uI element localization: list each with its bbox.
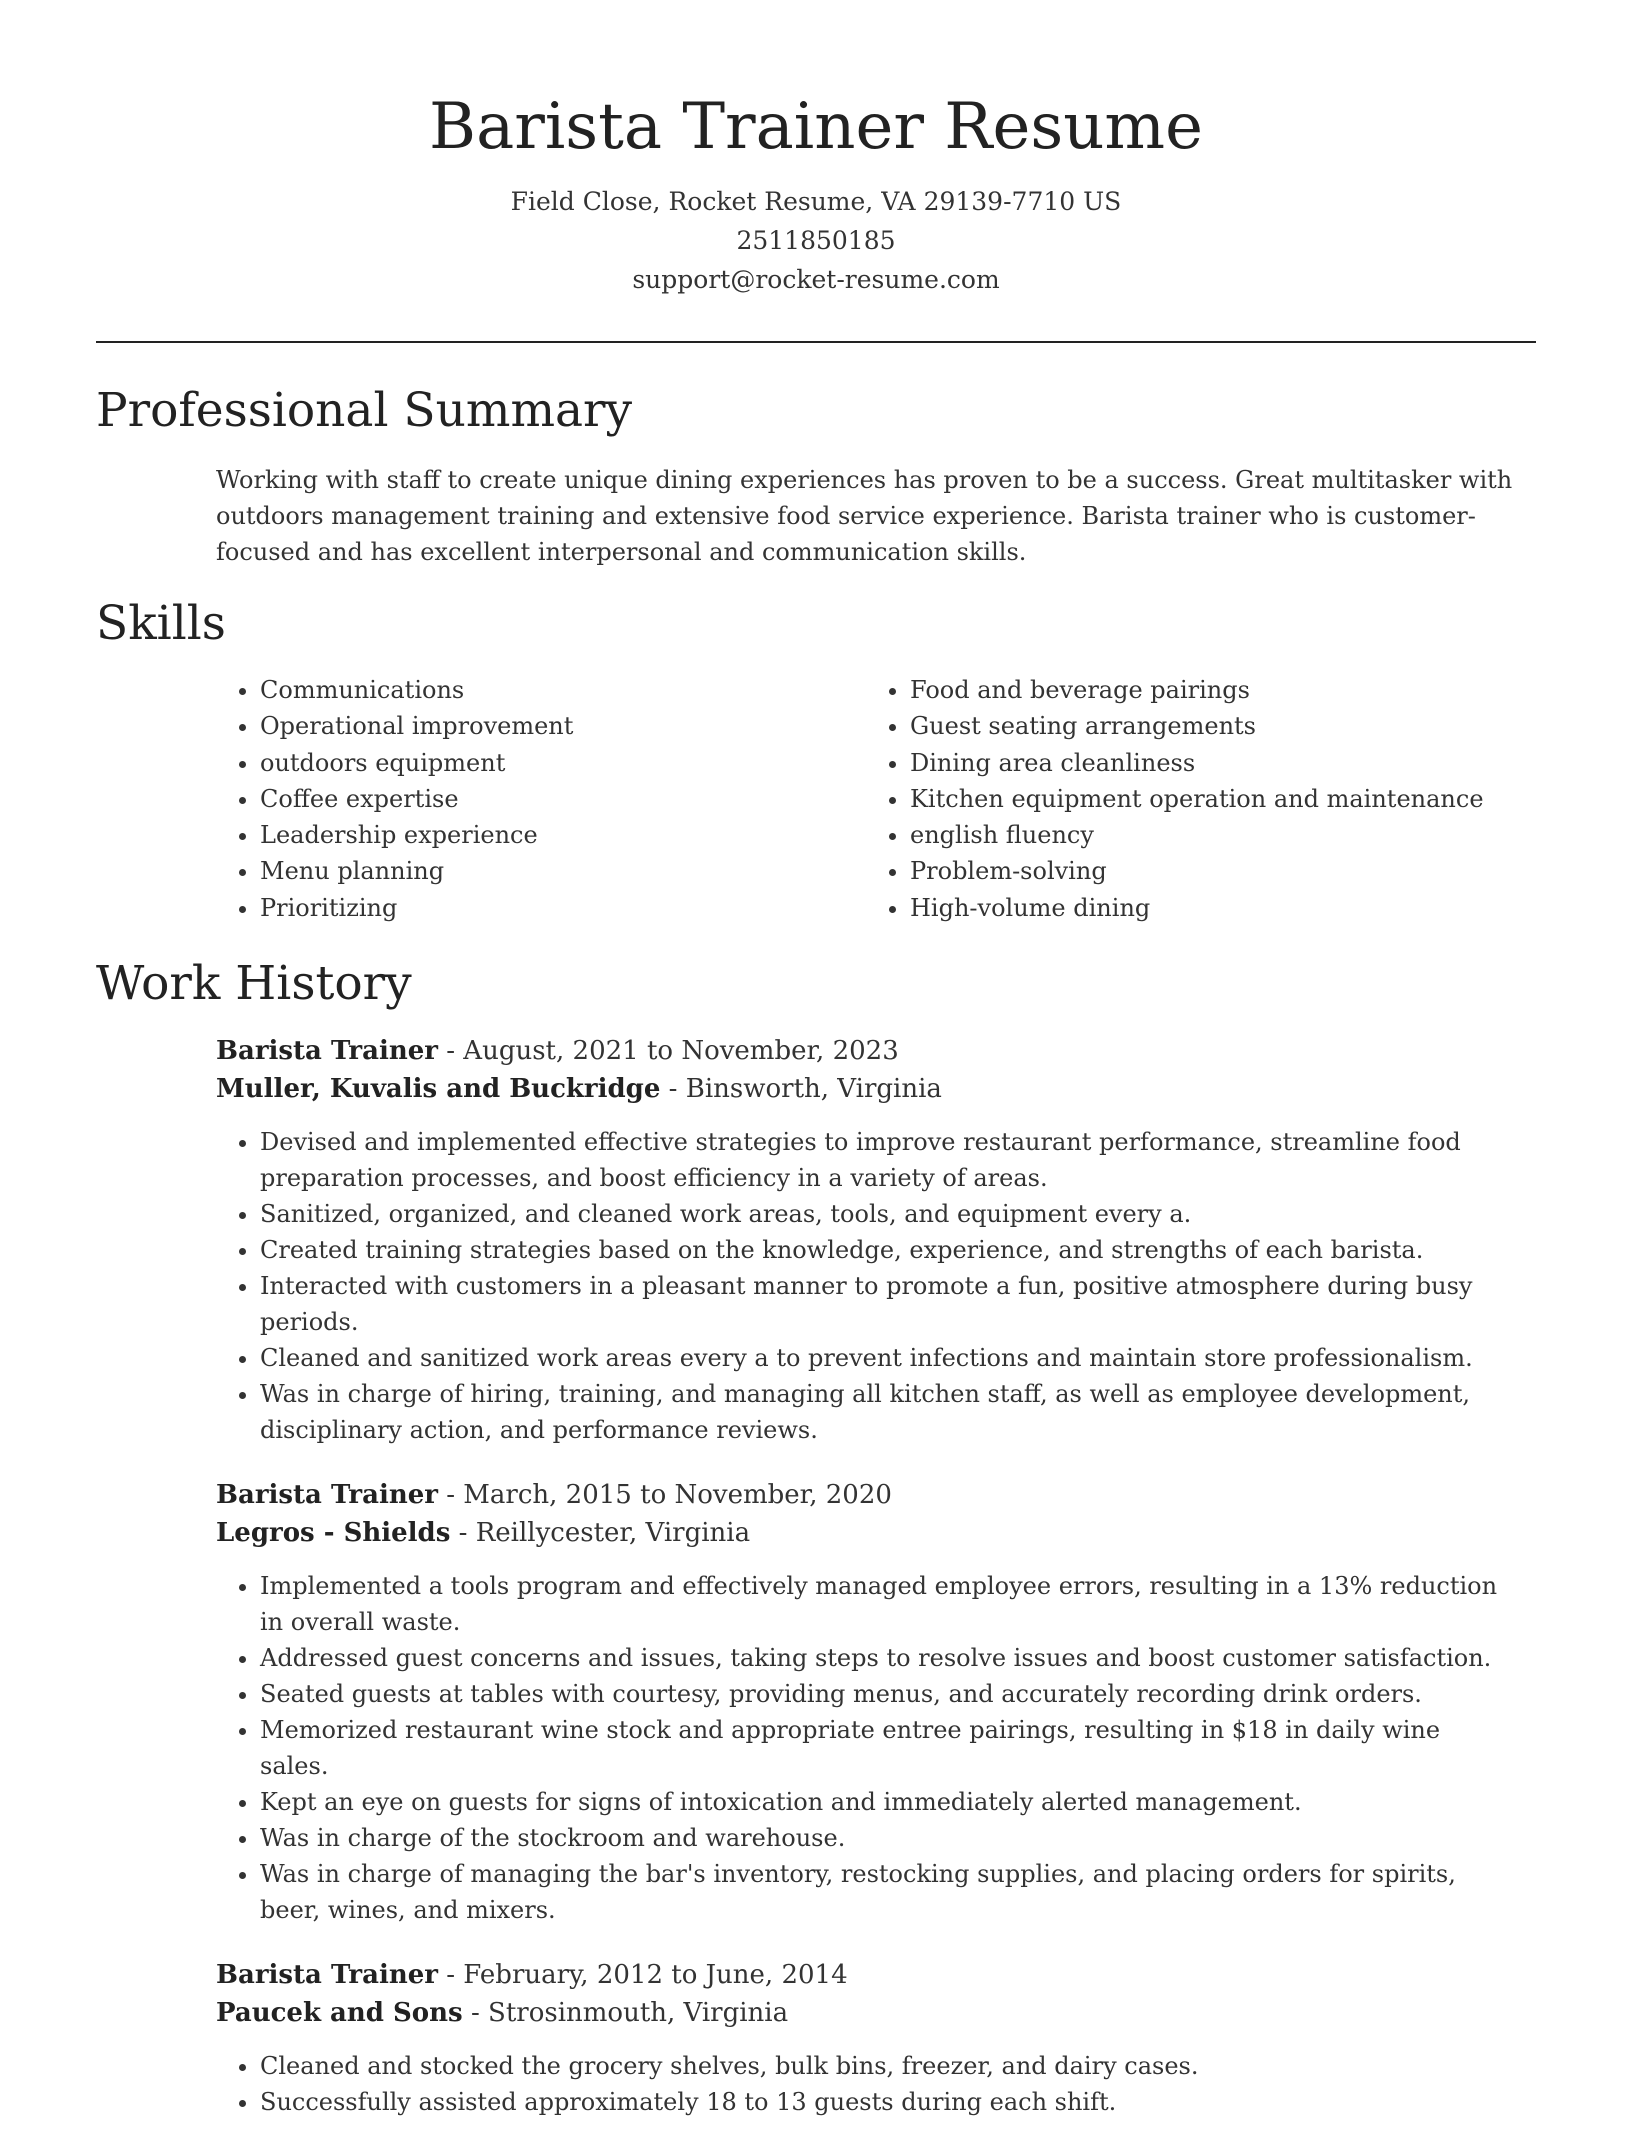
resume-header — [0, 82, 1632, 299]
job-bullet: • Devised and implemented effective strategies to improve restaurant performance, streamline food preparation processes, and boost efficiency in a variety of areas. — [260, 1124, 1516, 1196]
skill-item: • High-volume dining — [910, 890, 1516, 926]
skill-item: • Kitchen equipment operation and maintenance — [910, 781, 1516, 817]
job-location: Reillycester, Virginia — [475, 1518, 751, 1548]
job-bullet: • Implemented a tools program and effectively managed employee errors, resulting in a 13% reduction in overall waste. — [260, 1568, 1516, 1640]
job-bullet: • Kept an eye on guests for signs of intoxication and immediately alerted management. — [260, 1784, 1516, 1820]
skill-item: • Leadership experience — [260, 817, 866, 853]
job-bullet: • Was in charge of hiring, training, and managing all kitchen staff, as well as employee development, disciplinary action, and performance reviews. — [260, 1376, 1516, 1448]
skill-item: • Problem-solving — [910, 853, 1516, 889]
skills-heading: Skills — [96, 596, 226, 651]
skills-column-left — [216, 672, 866, 926]
job-location: Binsworth, Virginia — [685, 1074, 942, 1104]
job-bullet: • Sanitized, organized, and cleaned work areas, tools, and equipment every a. — [260, 1196, 1516, 1232]
skill-item: • Food and beverage pairings — [910, 672, 1516, 708]
summary-text: Working with staff to create unique dining experiences has proven to be a success. Great multitasker with outdoors management training and extensive food service experience. Barista trainer who is customer-focused and has excellent interpersonal and communication skills. — [216, 466, 1513, 566]
skills-column-right — [866, 672, 1516, 926]
skill-item: • Operational improvement — [260, 708, 866, 744]
address: Field Close, Rocket Resume, VA 29139-7710 US — [510, 187, 1122, 216]
job-bullets — [216, 1568, 1516, 1928]
job-dates: March, 2015 to November, 2020 — [463, 1480, 892, 1510]
job-company-line: Legros - Shields - Reillycester, Virginia — [216, 1518, 751, 1548]
skill-item: • Menu planning — [260, 853, 866, 889]
job-company-line: Paucek and Sons - Strosinmouth, Virginia — [216, 1998, 789, 2028]
skill-item: • Dining area cleanliness — [910, 745, 1516, 781]
job-title-line: Barista Trainer - February, 2012 to June, 2014 — [216, 1960, 848, 1990]
job-bullet: • Addressed guest concerns and issues, taking steps to resolve issues and boost customer satisfaction. — [260, 1640, 1516, 1676]
skill-item: • english fluency — [910, 817, 1516, 853]
job-role: Barista Trainer — [216, 1480, 438, 1510]
job-bullets — [216, 2048, 1516, 2120]
header-divider — [96, 341, 1536, 343]
job-company-line: Muller, Kuvalis and Buckridge - Binsworth, Virginia — [216, 1074, 942, 1104]
skills-list — [216, 672, 1536, 926]
job-bullet: • Created training strategies based on the knowledge, experience, and strengths of each barista. — [260, 1232, 1516, 1268]
job-dates: August, 2021 to November, 2023 — [463, 1036, 899, 1066]
summary-heading: Professional Summary — [96, 383, 633, 438]
contact-info — [0, 182, 1632, 299]
job-entry — [216, 1476, 1516, 1928]
job-bullet: • Successfully assisted approximately 18 to 13 guests during each shift. — [260, 2084, 1516, 2120]
job-entry — [216, 1956, 1516, 2120]
phone: 2511850185 — [736, 226, 896, 255]
job-role: Barista Trainer — [216, 1960, 438, 1990]
job-dates: February, 2012 to June, 2014 — [463, 1960, 848, 1990]
job-title-line: Barista Trainer - August, 2021 to November, 2023 — [216, 1036, 899, 1066]
work-history-heading: Work History — [96, 956, 412, 1011]
skill-item: • Coffee expertise — [260, 781, 866, 817]
job-company: Paucek and Sons — [216, 1998, 463, 2028]
job-bullet: • Was in charge of managing the bar's inventory, restocking supplies, and placing orders for spirits, beer, wines, and mixers. — [260, 1856, 1516, 1928]
skill-item: • Prioritizing — [260, 890, 866, 926]
email: support@rocket-resume.com — [632, 265, 1000, 294]
job-company: Muller, Kuvalis and Buckridge — [216, 1074, 661, 1104]
skill-item: • Communications — [260, 672, 866, 708]
work-history — [216, 1032, 1516, 2148]
job-location: Strosinmouth, Virginia — [488, 1998, 789, 2028]
job-entry — [216, 1032, 1516, 1448]
job-bullet: • Interacted with customers in a pleasant manner to promote a fun, positive atmosphere during busy periods. — [260, 1268, 1516, 1340]
job-bullet: • Cleaned and sanitized work areas every a to prevent infections and maintain store professionalism. — [260, 1340, 1516, 1376]
job-company: Legros - Shields — [216, 1518, 451, 1548]
resume-title: Barista Trainer Resume — [429, 90, 1203, 164]
job-bullet: • Memorized restaurant wine stock and appropriate entree pairings, resulting in $18 in daily wine sales. — [260, 1712, 1516, 1784]
job-role: Barista Trainer — [216, 1036, 438, 1066]
job-bullet: • Was in charge of the stockroom and warehouse. — [260, 1820, 1516, 1856]
skill-item: • Guest seating arrangements — [910, 708, 1516, 744]
job-bullets — [216, 1124, 1516, 1448]
job-bullet: • Cleaned and stocked the grocery shelves, bulk bins, freezer, and dairy cases. — [260, 2048, 1516, 2084]
job-bullet: • Seated guests at tables with courtesy, providing menus, and accurately recording drink orders. — [260, 1676, 1516, 1712]
skill-item: • outdoors equipment — [260, 745, 866, 781]
job-title-line: Barista Trainer - March, 2015 to November, 2020 — [216, 1480, 892, 1510]
